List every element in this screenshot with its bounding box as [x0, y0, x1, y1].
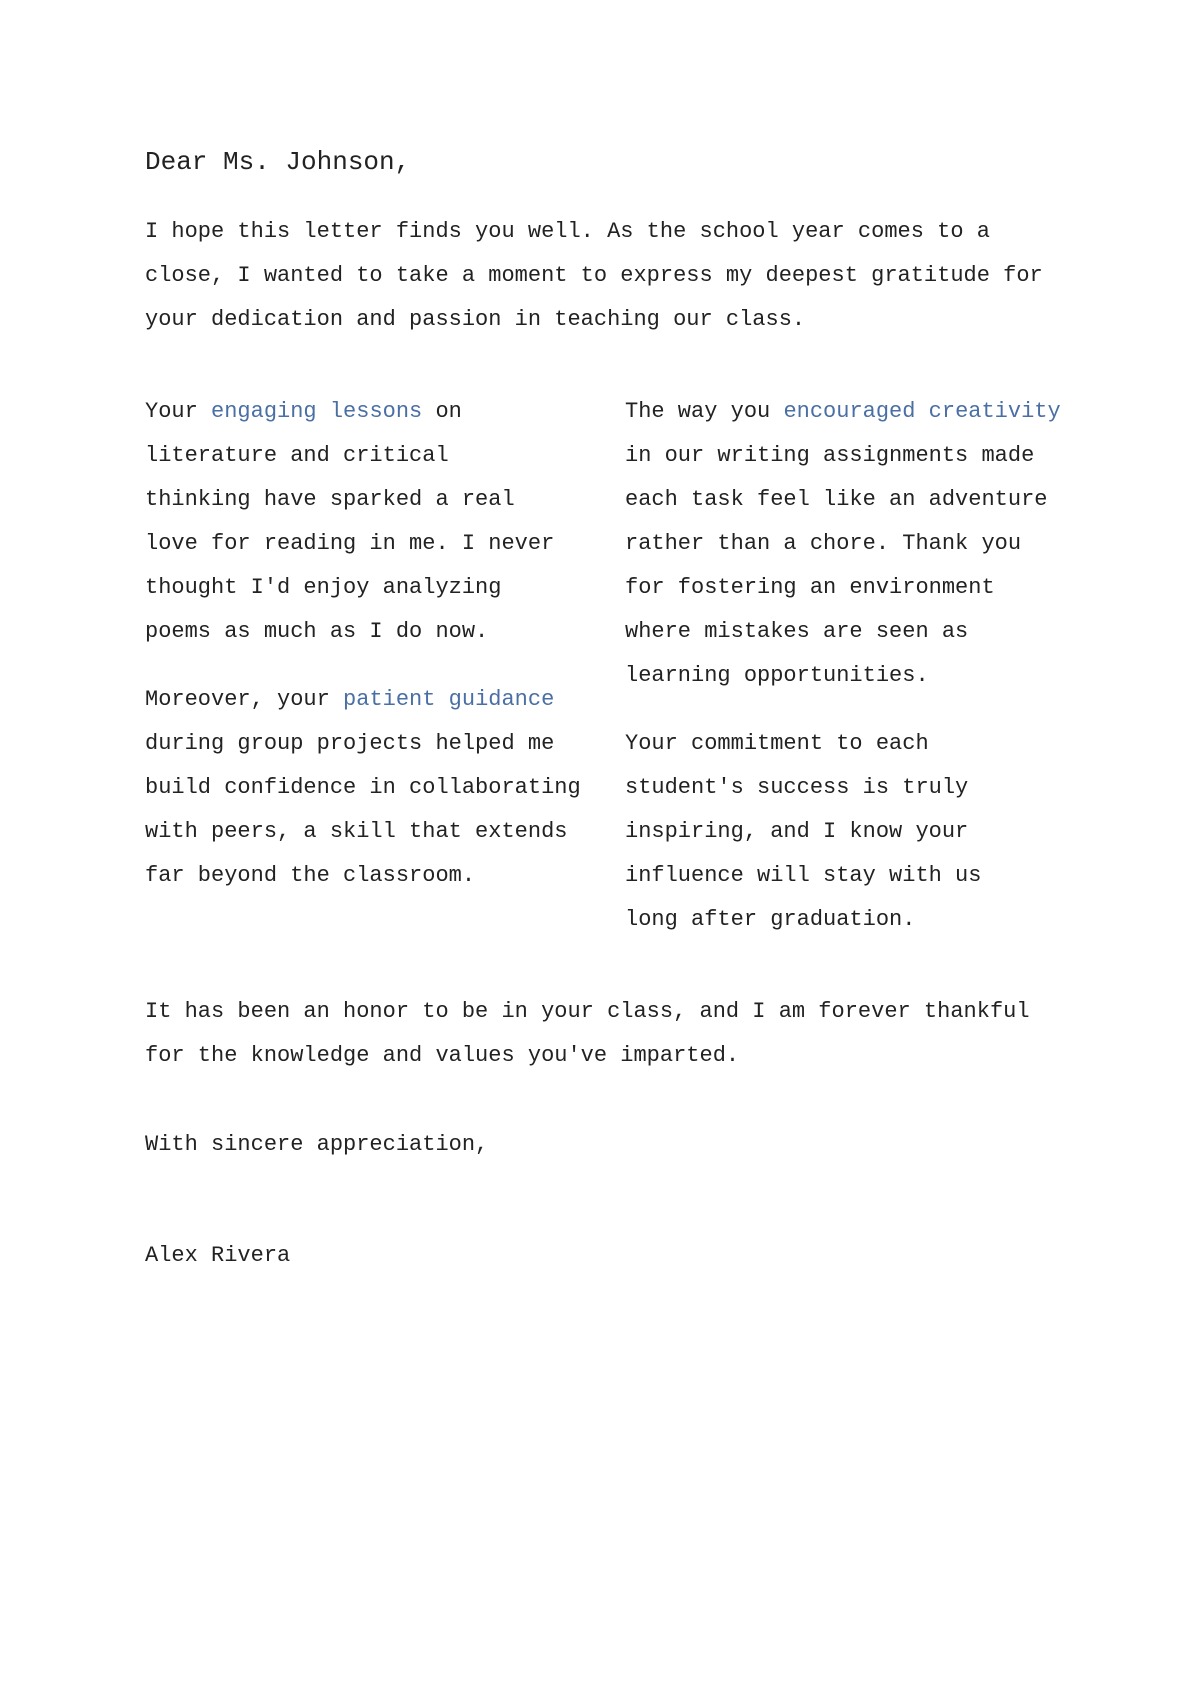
highlight-encouraged-creativity: encouraged creativity	[783, 399, 1061, 424]
signoff: With sincere appreciation,	[145, 1132, 489, 1157]
text-span: Moreover, your	[145, 687, 344, 712]
two-column-section	[145, 390, 1065, 942]
text-span: The way you	[625, 399, 784, 424]
salutation: Dear Ms. Johnson,	[145, 147, 411, 177]
text-span: in our writing assignments made each task feel like an adventure rather than a chore. Thank you for fostering an environment where mistakes are seen as learning opportunities.	[625, 443, 1048, 688]
text-span: on literature and critical thinking have sparked a real love for reading in me. I never thought I'd enjoy analyzing poems as much as I do now.	[145, 399, 555, 644]
intro-paragraph: I hope this letter finds you well. As the school year comes to a close, I wanted to take a moment to express my deepest gratitude for your dedication and passion in teaching our class.	[145, 219, 1043, 332]
closing-paragraph: It has been an honor to be in your class, and I am forever thankful for the knowledge and values you've imparted.	[145, 999, 1030, 1068]
signature: Alex Rivera	[145, 1243, 291, 1268]
highlight-patient-guidance: patient guidance	[343, 687, 555, 712]
right-paragraph-2: Your commitment to each student's success is truly inspiring, and I know your influence will stay with us long after graduation.	[625, 731, 982, 932]
highlight-engaging-lessons: engaging lessons	[211, 399, 423, 424]
left-paragraph-2	[145, 678, 600, 898]
text-span: Your	[145, 399, 212, 424]
right-paragraph-1	[625, 390, 1065, 698]
text-span: during group projects helped me build confidence in collaborating with peers, a skill that extends far beyond the classroom.	[145, 731, 581, 888]
right-column	[625, 390, 1065, 942]
left-column	[145, 390, 625, 942]
letter	[145, 140, 1065, 1278]
left-paragraph-1	[145, 390, 565, 654]
